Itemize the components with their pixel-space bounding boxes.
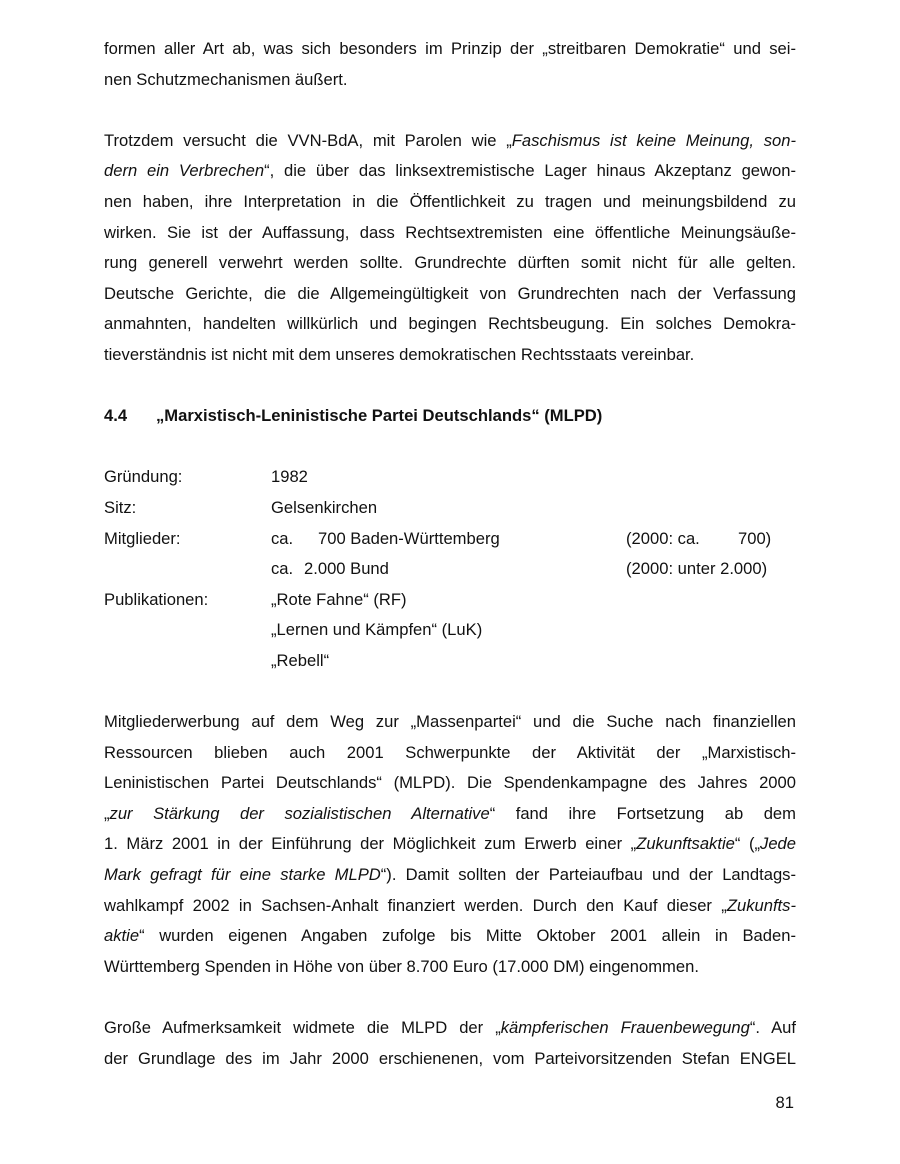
text-line bbox=[104, 156, 796, 187]
section-heading bbox=[104, 401, 796, 432]
organization-facts bbox=[104, 462, 796, 676]
text-line bbox=[104, 860, 796, 891]
text-line: tieverständnis ist nicht mit dem unseres demokratischen Rechtsstaats vereinbar. bbox=[104, 344, 695, 364]
text-line: Leninistischen Partei Deutschlands“ (MLPD). Die Spendenkampagne des Jahres 2000 bbox=[104, 773, 796, 793]
quote-text: Jede bbox=[760, 834, 796, 854]
text-line: nen haben, ihre Interpretation in die Öffentlichkeit zu tragen und meinungsbildend zu bbox=[104, 191, 796, 211]
text-line bbox=[104, 829, 796, 860]
quote-text: aktie bbox=[104, 926, 140, 946]
text-line: Württemberg Spenden in Höhe von über 8.700 Euro (17.000 DM) eingenommen. bbox=[104, 956, 699, 976]
text-run: wahlkampf 2002 in Sachsen-Anhalt finanziert werden. Durch den Kauf dieser „ bbox=[104, 895, 727, 915]
fact-row-publications bbox=[104, 646, 796, 677]
founding-value: 1982 bbox=[271, 467, 308, 487]
text-run: „ bbox=[104, 803, 110, 823]
fact-row-seat bbox=[104, 493, 796, 524]
text-line bbox=[104, 126, 796, 157]
text-run: “, die über das linksextremistische Lager hinaus Akzeptanz gewon- bbox=[264, 161, 796, 181]
text-run: 1. März 2001 in der Einführung der Möglichkeit zum Erwerb einer „ bbox=[104, 834, 637, 854]
founding-label: Gründung: bbox=[104, 467, 183, 487]
paragraph-membership-campaign bbox=[104, 707, 796, 982]
text-run: “ wurden eigenen Angaben zufolge bis Mitte Oktober 2001 allein in Baden- bbox=[139, 926, 796, 946]
fact-row-publications bbox=[104, 585, 796, 616]
members-bw-value: 700 Baden-Württemberg bbox=[318, 528, 500, 548]
seat-label: Sitz: bbox=[104, 497, 137, 517]
text-run: “. Auf bbox=[749, 1018, 796, 1037]
fact-row-members-federal bbox=[104, 554, 796, 585]
paragraph-womens-movement bbox=[104, 1013, 796, 1074]
text-run: “ fand ihre Fortsetzung ab dem bbox=[489, 803, 796, 823]
publication-item: „Rebell“ bbox=[271, 650, 330, 670]
quote-text: Mark gefragt für eine starke MLPD bbox=[104, 865, 381, 885]
text-line bbox=[104, 799, 796, 830]
section-title: „Marxistisch-Leninistische Partei Deutschlands“ (MLPD) bbox=[156, 406, 603, 426]
publications-label: Publikationen: bbox=[104, 589, 209, 609]
text-line: nen Schutzmechanismen äußert. bbox=[104, 69, 348, 89]
quote-text: Faschismus ist keine Meinung, son- bbox=[511, 130, 796, 150]
members-federal-note: (2000: unter 2.000) bbox=[626, 559, 768, 579]
text-line: Mitgliederwerbung auf dem Weg zur „Massenpartei“ und die Suche nach finanziellen bbox=[104, 712, 796, 732]
text-line bbox=[104, 921, 796, 952]
section-number: 4.4 bbox=[104, 406, 128, 426]
members-approx: ca. bbox=[271, 528, 294, 548]
document-page bbox=[104, 34, 796, 1074]
quote-text: dern ein Verbrechen bbox=[104, 161, 265, 181]
text-run: “ („ bbox=[734, 834, 761, 854]
quote-text: Zukunfts- bbox=[726, 895, 796, 915]
quote-text: zur Stärkung der sozialistischen Alternative bbox=[109, 803, 490, 823]
publication-item: „Rote Fahne“ (RF) bbox=[271, 589, 407, 609]
quote-text: kämpferischen Frauenbewegung bbox=[500, 1018, 750, 1037]
seat-value: Gelsenkirchen bbox=[271, 497, 378, 517]
members-label: Mitglieder: bbox=[104, 528, 181, 548]
publication-item: „Lernen und Kämpfen“ (LuK) bbox=[271, 620, 483, 640]
text-run: Große Aufmerksamkeit widmete die MLPD der „ bbox=[104, 1018, 501, 1037]
page-number: 81 bbox=[775, 1093, 794, 1112]
text-line: anmahnten, handelten willkürlich und begingen Rechtsbeugung. Ein solches Demokra- bbox=[104, 314, 796, 334]
text-line: der Grundlage des im Jahr 2000 erschienenen, vom Parteivorsitzenden Stefan ENGEL bbox=[104, 1048, 796, 1068]
text-run: Trotzdem versucht die VVN-BdA, mit Parolen wie „ bbox=[104, 130, 512, 150]
text-line: wirken. Sie ist der Auffassung, dass Rechtsextremisten eine öffentliche Meinungsäuße- bbox=[104, 222, 796, 242]
text-run: “). Damit sollten der Parteiaufbau und der Landtags- bbox=[380, 865, 796, 885]
members-federal-value: 2.000 Bund bbox=[304, 559, 389, 579]
quote-text: Zukunftsaktie bbox=[636, 834, 735, 854]
fact-row-publications bbox=[104, 615, 796, 646]
paragraph-vvn-bda bbox=[104, 126, 796, 371]
text-line: formen aller Art ab, was sich besonders im Prinzip der „streitbaren Demokratie“ und sei- bbox=[104, 39, 796, 58]
text-line: Deutsche Gerichte, die die Allgemeingültigkeit von Grundrechten nach der Verfassung bbox=[104, 283, 796, 303]
paragraph-intro-continuation bbox=[104, 34, 796, 95]
text-line: Ressourcen blieben auch 2001 Schwerpunkte der Aktivität der „Marxistisch- bbox=[104, 742, 796, 762]
fact-row-founding bbox=[104, 462, 796, 493]
fact-row-members-bw bbox=[104, 524, 796, 555]
text-line: rung generell verwehrt werden sollte. Grundrechte dürften somit nicht für alle gelten. bbox=[104, 253, 796, 273]
text-line bbox=[104, 891, 796, 922]
members-bw-note: (2000: ca. bbox=[626, 528, 700, 548]
members-approx: ca. bbox=[271, 559, 294, 579]
text-line bbox=[104, 1013, 796, 1044]
members-bw-note-value: 700) bbox=[738, 528, 772, 548]
